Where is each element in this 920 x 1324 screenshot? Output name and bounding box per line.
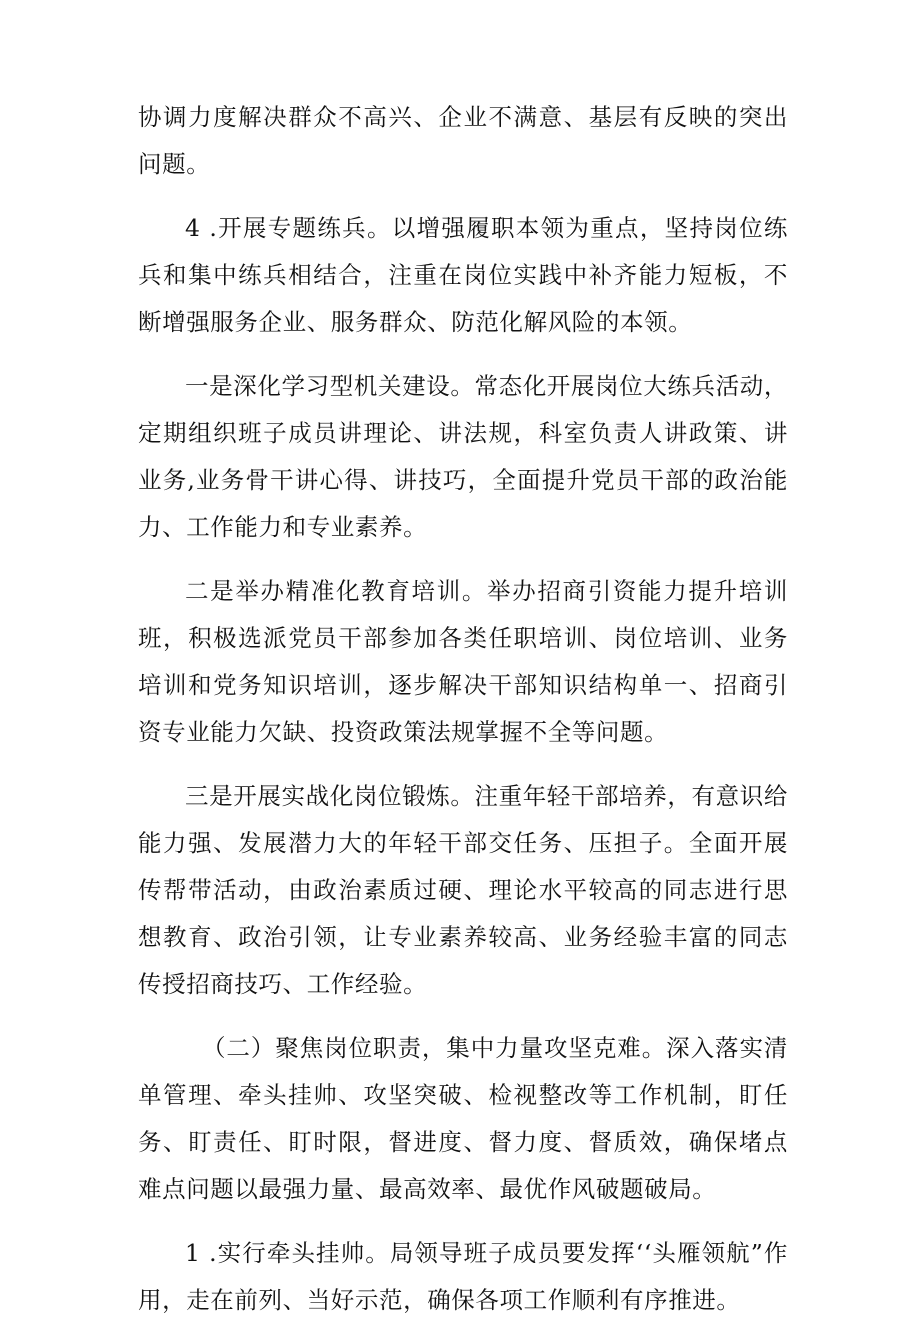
paragraph-6: （二）聚焦岗位职责，集中力量攻坚克难。深入落实清单管理、牵头挂帅、攻坚突破、检视整改等工作机制，盯任务、盯责任、盯时限，督进度、督力度、督质效，确保堵点难点问题以最强力量、最高效率、最优作风破题破局。 <box>138 1034 788 1203</box>
paragraph-3: 一是深化学习型机关建设。常态化开展岗位大练兵活动，定期组织班子成员讲理论、讲法规，科室负责人讲政策、讲业务,业务骨干讲心得、讲技巧，全面提升党员干部的政治能力、工作能力和专业素养。 <box>138 372 788 541</box>
paragraph-4: 二是举办精准化教育培训。举办招商引资能力提升培训班，积极选派党员干部参加各类任职培训、岗位培训、业务培训和党务知识培训，逐步解决干部知识结构单一、招商引资专业能力欠缺、投资政策法规掌握不全等问题。 <box>138 577 788 746</box>
paragraph-5: 三是开展实战化岗位锻炼。注重年轻干部培养，有意识给能力强、发展潜力大的年轻干部交任务、压担子。全面开展传帮带活动，由政治素质过硬、理论水平较高的同志进行思想教育、政治引领，让专业素养较高、业务经验丰富的同志传授招商技巧、工作经验。 <box>138 782 788 998</box>
paragraph-gap <box>138 551 788 568</box>
paragraph-gap <box>138 756 788 773</box>
paragraph-gap <box>138 1213 788 1230</box>
paragraph-2: 4 .开展专题练兵。以增强履职本领为重点，坚持岗位练兵和集中练兵相结合，注重在岗位实践中补齐能力短板，不断增强服务企业、服务群众、防范化解风险的本领。 <box>138 214 788 336</box>
paragraph-1: 协调力度解决群众不高兴、企业不满意、基层有反映的突出问题。 <box>138 103 788 178</box>
paragraph-7: 1 .实行牵头挂帅。局领导班子成员要发挥‘‘头雁领航”作用，走在前列、当好示范，确保各项工作顺利有序推进。 <box>138 1239 788 1314</box>
document-body <box>138 94 788 1324</box>
paragraph-gap <box>138 188 788 205</box>
paragraph-gap <box>138 346 788 363</box>
paragraph-gap <box>138 1008 788 1025</box>
